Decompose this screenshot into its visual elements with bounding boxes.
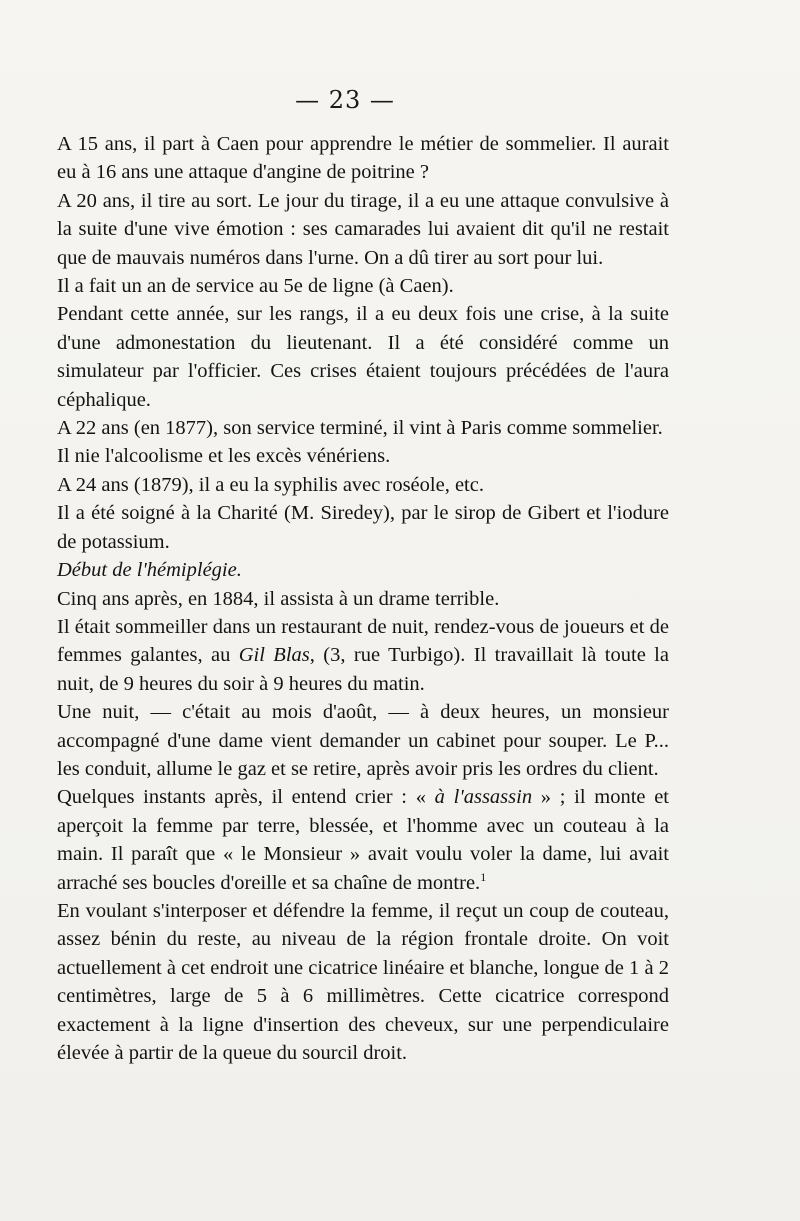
paragraph-text: Cinq ans après, en 1884, il assista à un drame terrible. xyxy=(57,587,500,610)
paragraph-text: A 15 ans, il part à Caen pour apprendre le métier de sommelier. Il aurait eu à 16 ans une attaque d'angine de poitrine ? xyxy=(57,133,669,184)
paragraph xyxy=(57,471,669,499)
body-text xyxy=(57,130,669,1067)
italic-text: à l'assassin xyxy=(434,786,533,809)
paragraph-text: » ; il monte et aperçoit la femme par terre, blessée, et l'homme avec un couteau à la main. Il paraît que « le Monsieur » avait voulu voler la dame, lui avait arraché ses boucles d'oreille et sa chaîne de montre. xyxy=(57,786,670,894)
paragraph-text: Il a été soigné à la Charité (M. Siredey), par le sirop de Gibert et l'iodure de potassium. xyxy=(57,502,669,553)
paragraph xyxy=(57,698,669,783)
italic-text: Gil Blas xyxy=(238,644,310,667)
paragraph xyxy=(57,585,669,613)
paragraph xyxy=(57,783,669,897)
paragraph-text: Il était sommeiller dans un restaurant de nuit, rendez-vous de joueurs et de femmes galantes, au xyxy=(57,615,669,667)
paragraph-text: Il a fait un an de service au 5e de ligne (à Caen). xyxy=(57,275,454,298)
paragraph-text: Il nie l'alcoolisme et les excès vénériens. xyxy=(57,445,391,468)
paragraph xyxy=(57,300,669,414)
footnote-marker: 1 xyxy=(480,869,487,884)
paragraph-text: A 24 ans (1879), il a eu la syphilis avec roséole, etc. xyxy=(57,473,484,496)
paragraph-text: , (3, rue Turbigo). Il travaillait là toute la nuit, de 9 heures du soir à 9 heures du matin. xyxy=(57,644,669,695)
paragraph-text: En voulant s'interposer et défendre la femme, il reçut un coup de couteau, assez bénin du reste, au niveau de la région frontale droite. On voit actuellement à cet endroit une cicatrice linéaire et blanche, longue de 1 à 2 centimètres, large de 5 à 6 millimètres. Cette cicatrice correspond exactement à la ligne d'insertion des cheveux, sur une perpendiculaire élevée à partir de la queue du sourcil droit. xyxy=(57,899,669,1064)
paragraph xyxy=(57,897,669,1067)
paragraph-text: Pendant cette année, sur les rangs, il a eu deux fois une crise, à la suite d'une admonestation du lieutenant. Il a été considéré comme un simulateur par l'officier. Ces crises étaient toujours précédées de l'aura céphalique. xyxy=(57,303,669,411)
section-heading xyxy=(57,556,669,584)
paragraph-text: Une nuit, — c'était au mois d'août, — à deux heures, un monsieur accompagné d'une dame vient demander un cabinet pour souper. Le P... les conduit, allume le gaz et se retire, après avoir pris les ordres du client. xyxy=(57,701,669,780)
paragraph xyxy=(57,613,669,698)
paragraph xyxy=(57,272,669,300)
section-heading-text: Début de l'hémiplégie. xyxy=(57,559,242,582)
paragraph-text: A 22 ans (en 1877), son service terminé, il vint à Paris comme sommelier. xyxy=(57,417,663,440)
paragraph xyxy=(57,499,669,556)
paragraph xyxy=(57,442,669,470)
paragraph xyxy=(57,130,669,187)
paragraph-text: A 20 ans, il tire au sort. Le jour du tirage, il a eu une attaque convulsive à la suite d'une vive émotion : ses camarades lui avaient dit qu'il ne restait que de mauvais numéros dans l'urne. On a dû tirer au sort pour lui. xyxy=(57,189,669,269)
paragraph xyxy=(57,187,669,272)
paragraph-text: Quelques instants après, il entend crier : « xyxy=(57,786,435,809)
page-number: — 23 — xyxy=(295,86,395,114)
paragraph xyxy=(57,414,669,442)
